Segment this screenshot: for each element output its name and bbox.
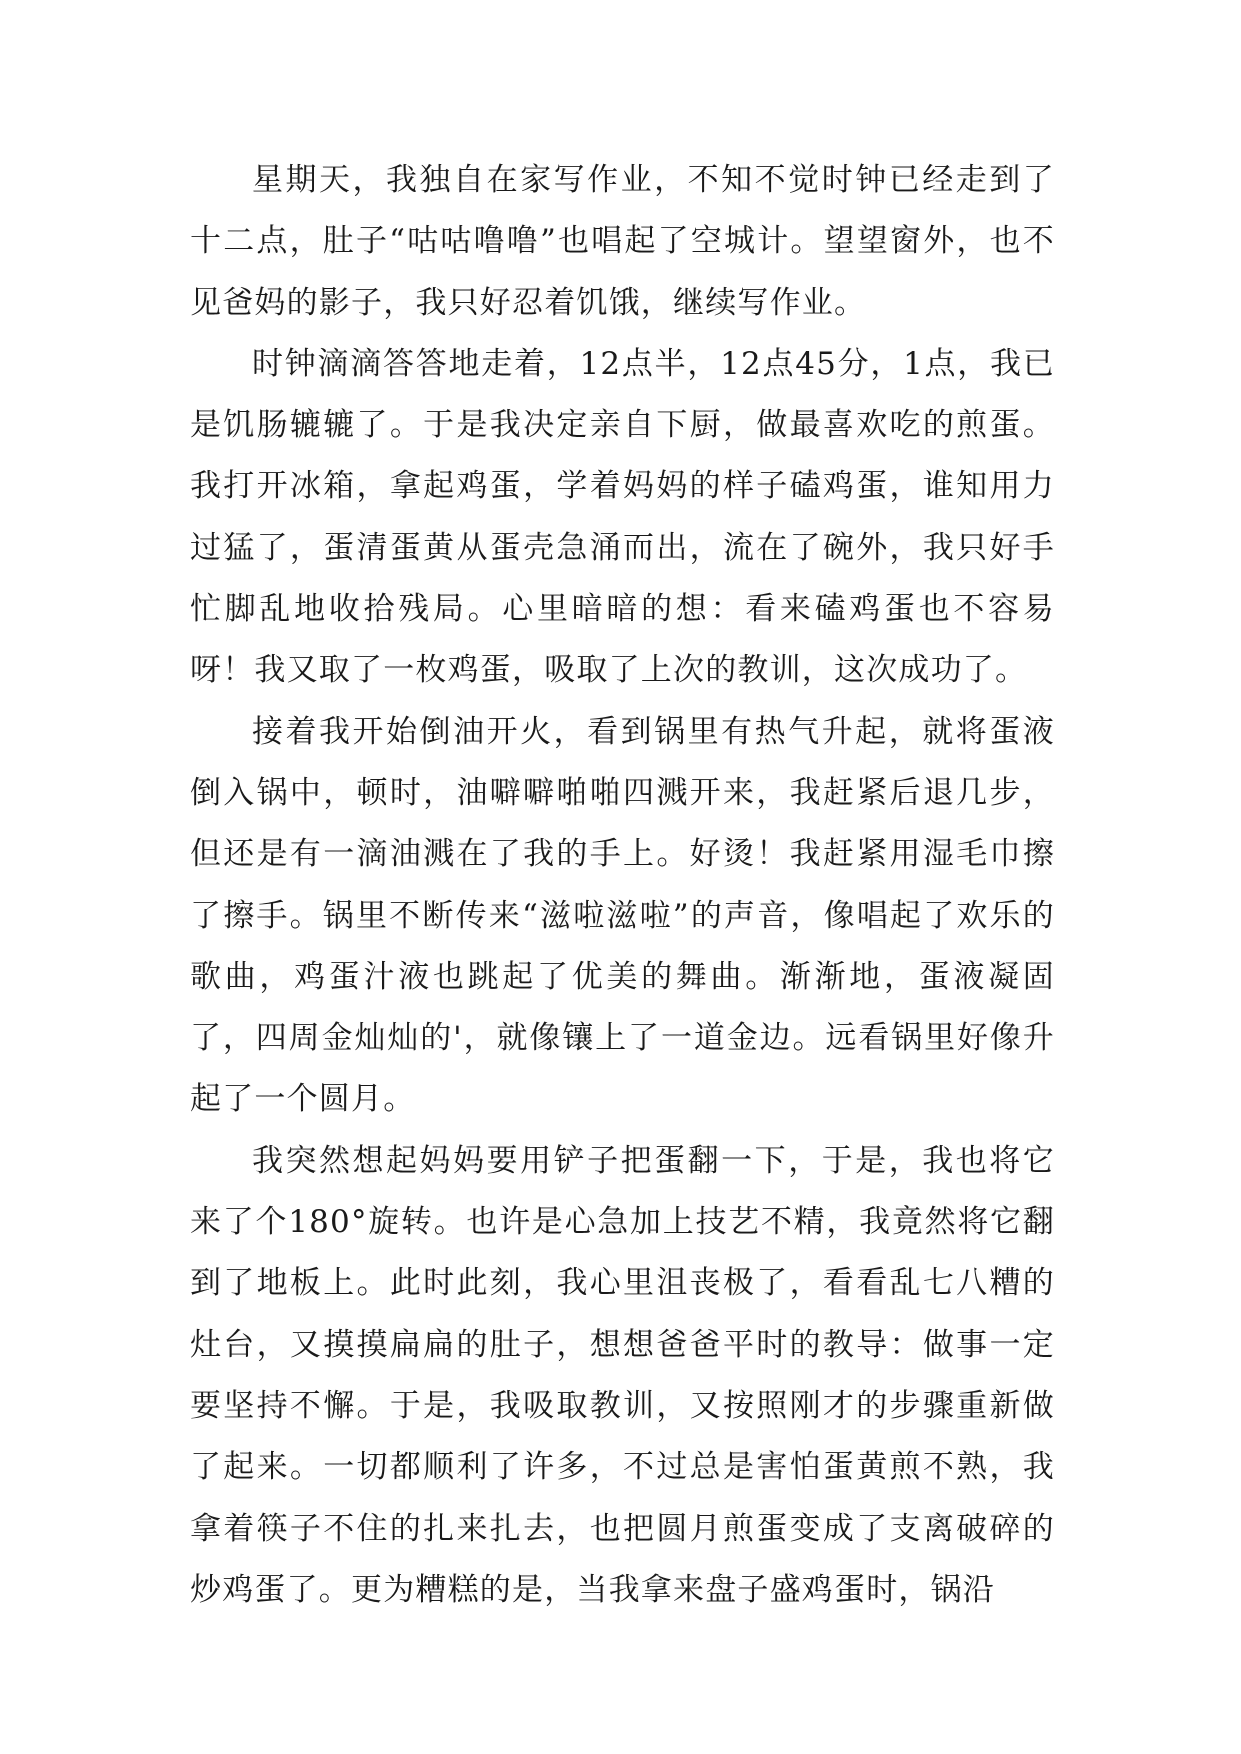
paragraph-3: 接着我开始倒油开火，看到锅里有热气升起，就将蛋液倒入锅中，顿时，油噼噼啪啪四溅开来，我赶紧后退几步，但还是有一滴油溅在了我的手上。好烫！我赶紧用湿毛巾擦了擦手。锅里不断传来“滋啦滋啦”的声音，像唱起了欢乐的歌曲，鸡蛋汁液也跳起了优美的舞曲。渐渐地，蛋液凝固了，四周金灿灿的'，就像镶上了一道金边。远看锅里好像升起了一个圆月。 — [190, 713, 1055, 1118]
paragraph-4: 我突然想起妈妈要用铲子把蛋翻一下，于是，我也将它来了个180°旋转。也许是心急加上技艺不精，我竟然将它翻到了地板上。此时此刻，我心里沮丧极了，看看乱七八糟的灶台，又摸摸扁扁的肚子，想想爸爸平时的教导：做事一定要坚持不懈。于是，我吸取教训，又按照刚才的步骤重新做了起来。一切都顺利了许多，不过总是害怕蛋黄煎不熟，我拿着筷子不住的扎来扎去，也把圆月煎蛋变成了支离破碎的炒鸡蛋了。更为糟糕的是，当我拿来盘子盛鸡蛋时，锅沿 — [190, 1142, 1055, 1608]
paragraph-2: 时钟滴滴答答地走着，12点半，12点45分，1点，我已是饥肠辘辘了。于是我决定亲自下厨，做最喜欢吃的煎蛋。我打开冰箱，拿起鸡蛋，学着妈妈的样子磕鸡蛋，谁知用力过猛了，蛋清蛋黄从蛋壳急涌而出，流在了碗外，我只好手忙脚乱地收拾残局。心里暗暗的想：看来磕鸡蛋也不容易呀！我又取了一枚鸡蛋，吸取了上次的教训，这次成功了。 — [190, 345, 1055, 689]
document-body — [190, 150, 1055, 1621]
paragraph-1: 星期天，我独自在家写作业，不知不觉时钟已经走到了十二点，肚子“咕咕噜噜”也唱起了空城计。望望窗外，也不见爸妈的影子，我只好忍着饥饿，继续写作业。 — [190, 162, 1055, 321]
